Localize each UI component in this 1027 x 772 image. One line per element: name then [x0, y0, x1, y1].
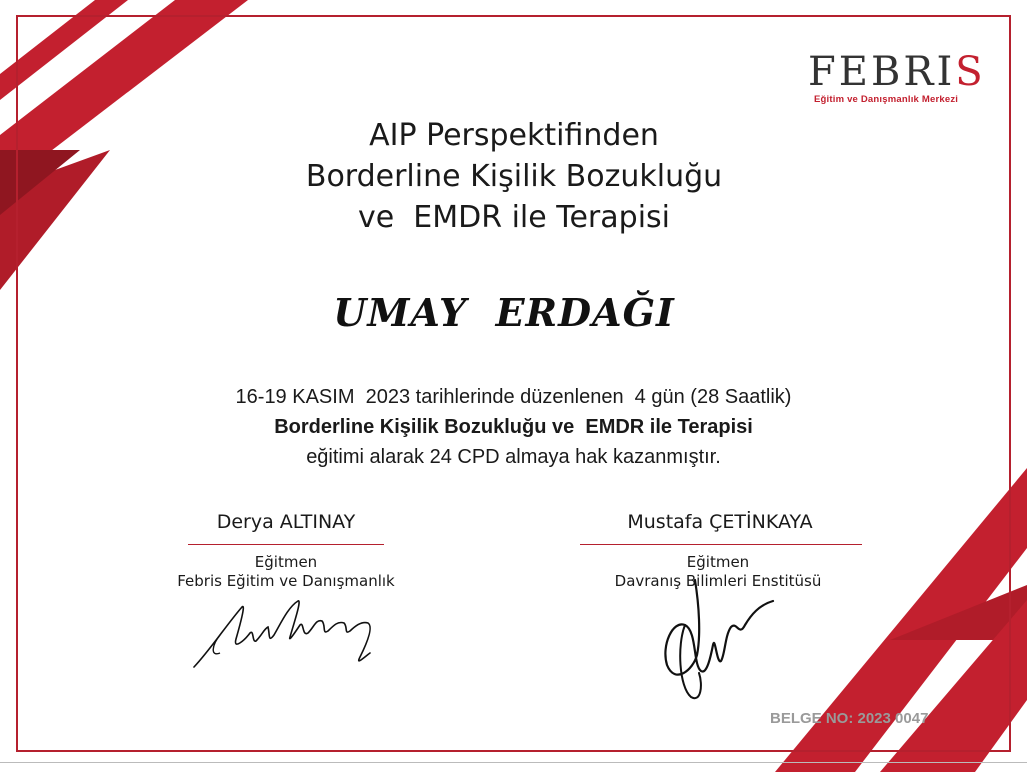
signatory-1-role: Eğitmen: [254, 553, 318, 571]
febris-logo: [808, 49, 986, 105]
logo-word-accent: S: [955, 49, 986, 95]
document-number: BELGE NO: 2023 0047: [770, 710, 929, 727]
signatory-2-signature: [655, 575, 780, 705]
statement-line-course: Borderline Kişilik Bozukluğu ve EMDR ile Terapisi: [274, 416, 753, 438]
signatory-2-organization: Davranış Bilimleri Enstitüsü: [614, 572, 822, 590]
statement-line-dates: 16-19 KASIM 2023 tarihlerinde düzenlenen 4 gün (28 Saatlik): [235, 386, 792, 408]
recipient-name: UMAY ERDAĞI: [333, 290, 675, 335]
signatory-2-role: Eğitmen: [686, 553, 750, 571]
logo-wordmark: [808, 49, 986, 95]
logo-word-main: FEBRI: [808, 49, 956, 95]
bottom-divider: [0, 762, 1027, 763]
logo-tagline: Eğitim ve Danışmanlık Merkezi: [814, 94, 959, 105]
course-title-line-3: ve EMDR ile Terapisi: [357, 200, 670, 235]
course-title: [240, 115, 788, 238]
signatory-1-signature: [190, 595, 385, 675]
signatory-1-line: [188, 544, 384, 545]
signatory-2-name: Mustafa ÇETİNKAYA: [627, 511, 813, 533]
statement-line-cpd: eğitimi alarak 24 CPD almaya hak kazanmıştır.: [306, 446, 721, 468]
signatory-2-line: [580, 544, 862, 545]
course-title-line-1: AIP Perspektifinden: [369, 118, 659, 153]
course-title-line-2: Borderline Kişilik Bozukluğu: [305, 159, 723, 194]
signatory-1-organization: Febris Eğitim ve Danışmanlık: [177, 572, 395, 590]
certificate-statement: [150, 382, 877, 472]
signatory-1-name: Derya ALTINAY: [216, 511, 356, 533]
